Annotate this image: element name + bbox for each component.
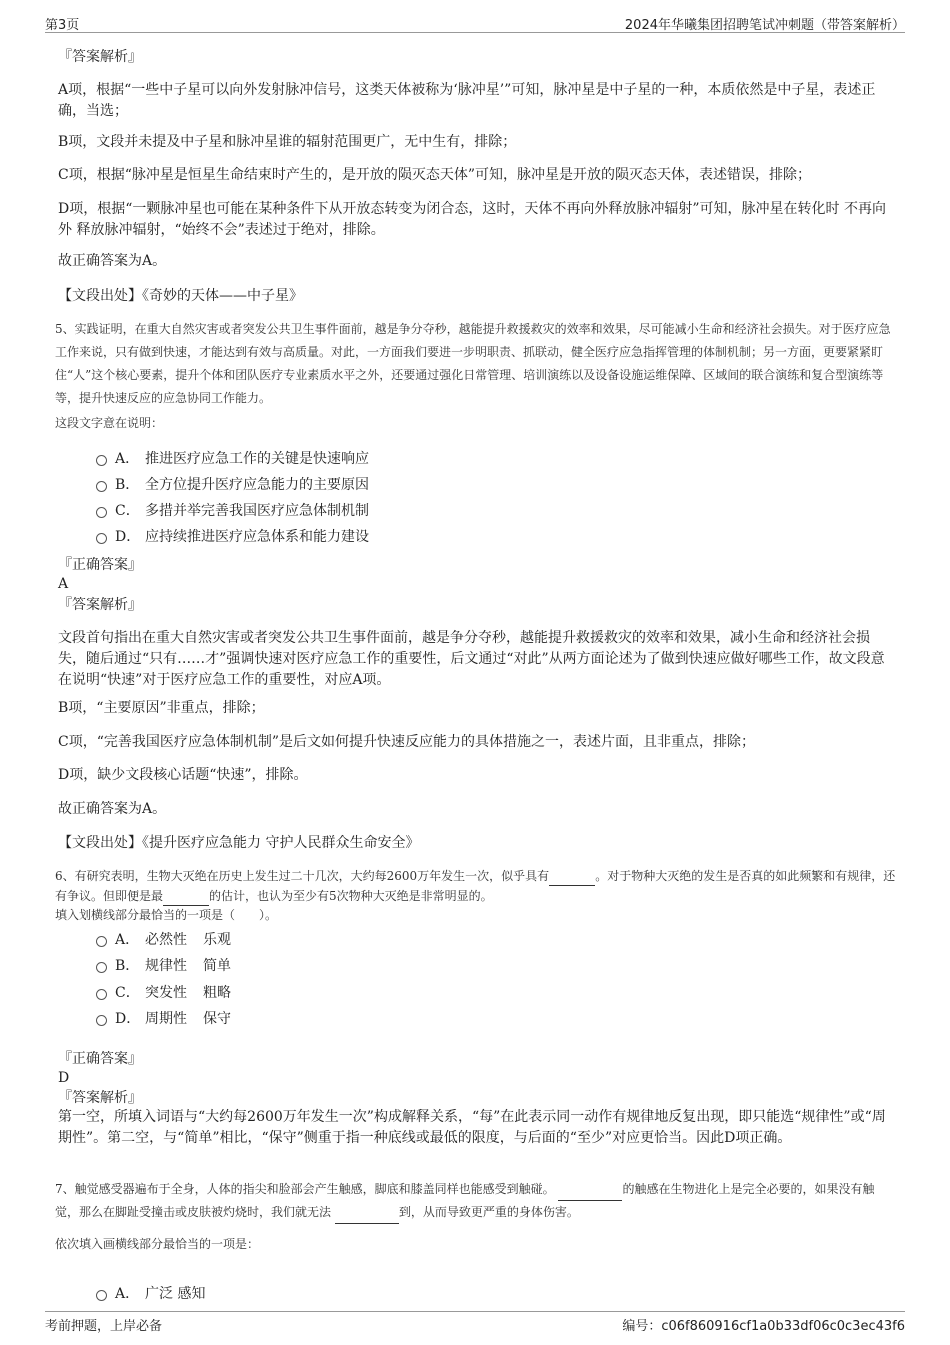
q5-analysis-c: C项，“完善我国医疗应急体制机制”是后文如何提升快速反应能力的具体措施之一，表述片面，且非重点，排除； bbox=[58, 734, 756, 750]
page-header bbox=[45, 14, 905, 33]
radio-icon[interactable] bbox=[96, 533, 107, 544]
q5-option-a[interactable]: A． 推进医疗应急工作的关键是快速响应 bbox=[96, 449, 369, 469]
q6-answer-label: 『正确答案』 bbox=[58, 1051, 142, 1067]
q7-blank-1 bbox=[558, 1188, 622, 1201]
radio-icon[interactable] bbox=[96, 989, 107, 1000]
radio-icon[interactable] bbox=[96, 455, 107, 466]
q4-source: 【文段出处】《奇妙的天体——中子星》 bbox=[58, 288, 303, 304]
q6-analysis-label: 『答案解析』 bbox=[58, 1090, 142, 1106]
q4-analysis-label: 『答案解析』 bbox=[58, 49, 142, 65]
radio-icon[interactable] bbox=[96, 962, 107, 973]
page-number: 第3页 bbox=[45, 18, 80, 33]
q6-blank-1 bbox=[549, 873, 595, 886]
q5-conclusion: 故正确答案为A。 bbox=[58, 801, 167, 817]
q4-analysis-c: C项，根据“脉冲星是恒星生命结束时产生的，是开放的陨灭态天体”可知，脉冲星是开放的陨灭态天体，表述错误，排除； bbox=[58, 167, 812, 183]
footer-slogan: 考前押题，上岸必备 bbox=[45, 1319, 163, 1334]
q6-option-a[interactable]: A． 必然性 乐观 bbox=[96, 930, 231, 950]
q5-analysis-d: D项，缺少文段核心话题“快速”，排除。 bbox=[58, 767, 308, 783]
radio-icon[interactable] bbox=[96, 1290, 107, 1301]
q6-analysis: 第一空，所填入词语与“大约每2600万年发生一次”构成解释关系，“每”在此表示同一动作有规律地反复出现，即只能选“规律性”或“周期性”。第二空，与“简单”相比，“保守”侧重于指一种底线或最低的限度，与后面的“至少”对应更恰当。因此D项正确。 bbox=[58, 1109, 886, 1146]
q4-analysis-b: B项，文段并未提及中子星和脉冲星谁的辐射范围更广，无中生有，排除； bbox=[58, 134, 517, 150]
document-code: 编号：c06f860916cf1a0b33df06c0c3ec43f6 bbox=[622, 1319, 905, 1334]
radio-icon[interactable] bbox=[96, 936, 107, 947]
q5-prompt: 这段文字意在说明： bbox=[55, 416, 164, 430]
q5-analysis-label: 『答案解析』 bbox=[58, 597, 142, 613]
q6-stem: 6、有研究表明，生物大灭绝在历史上发生过二十几次，大约每2600万年发生一次，似乎具有 。对于物种大灭绝的发生是否真的如此频繁和有规律，还有争议。但即便是最 的估计，也认为至少有5次物种大灭绝是非常明显的。 bbox=[55, 866, 897, 906]
q6-prompt: 填入划横线部分最恰当的一项是（ ）。 bbox=[55, 908, 278, 922]
q4-analysis-a: A项，根据“一些中子星可以向外发射脉冲信号，这类天体被称为‘脉冲星’”可知，脉冲星是中子星的一种，本质依然是中子星，表述正确，当选； bbox=[58, 82, 876, 119]
q5-analysis: 文段首句指出在重大自然灾害或者突发公共卫生事件面前，越是争分夺秒，越能提升救援救灾的效率和效果，减小生命和经济社会损失，随后通过“只有……才”强调快速对医疗应急工作的重要性，后文通过“对此”从两方面论述为了做到快速应做好哪些工作，故文段意在说明“快速”对于医疗应急工作的重要性，对应A项。 bbox=[58, 630, 885, 688]
q6-answer: D bbox=[58, 1070, 70, 1086]
q5-analysis-b: B项，“主要原因”非重点，排除； bbox=[58, 700, 265, 716]
q7-stem: 7、触觉感受器遍布于全身，人体的指尖和脸部会产生触感，脚底和膝盖同样也能感受到触碰。 的触感在生物进化上是完全必要的，如果没有触觉，那么在脚趾受撞击或皮肤被灼烧时，我们就无法 到，从而导致更严重的身体伤害。 bbox=[55, 1178, 897, 1224]
radio-icon[interactable] bbox=[96, 507, 107, 518]
q5-stem: 5、实践证明，在重大自然灾害或者突发公共卫生事件面前，越是争分夺秒，越能提升救援救灾的效率和效果，尽可能减小生命和经济社会损失。对于医疗应急工作来说，只有做到快速，才能达到有效与高质量。对此，一方面我们要进一步明职责、抓联动，健全医疗应急指挥管理的体制机制；另一方面，更要紧紧盯住“人”这个核心要素，提升个体和团队医疗专业素质水平之外，还要通过强化日常管理、培训演练以及设备设施运维保障、区域间的联合演练和复合型演练等等，提升快速反应的应急协同工作能力。 bbox=[55, 322, 891, 405]
radio-icon[interactable] bbox=[96, 481, 107, 492]
q6-option-b[interactable]: B． 规律性 简单 bbox=[96, 956, 231, 976]
document-title: 2024年华曦集团招聘笔试冲刺题（带答案解析） bbox=[624, 18, 905, 33]
q6-option-d[interactable]: D． 周期性 保守 bbox=[96, 1009, 231, 1029]
radio-icon[interactable] bbox=[96, 1015, 107, 1026]
q7-prompt: 依次填入画横线部分最恰当的一项是： bbox=[55, 1237, 260, 1251]
q5-source: 【文段出处】《提升医疗应急能力 守护人民群众生命安全》 bbox=[58, 835, 420, 851]
q4-analysis-d: D项，根据“一颗脉冲星也可能在某种条件下从开放态转变为闭合态，这时，天体不再向外释放脉冲辐射”可知，脉冲星在转化时 不再向外 释放脉冲辐射，“始终不会”表述过于绝对，排除。 bbox=[58, 201, 886, 238]
q6-option-c[interactable]: C． 突发性 粗略 bbox=[96, 983, 231, 1003]
q5-option-c[interactable]: C． 多措并举完善我国医疗应急体制机制 bbox=[96, 501, 369, 521]
q7-option-a[interactable]: A． 广泛 感知 bbox=[96, 1284, 205, 1304]
q5-answer-label: 『正确答案』 bbox=[58, 557, 142, 573]
q7-blank-2 bbox=[335, 1211, 399, 1224]
page-footer bbox=[45, 1311, 905, 1334]
q5-option-d[interactable]: D． 应持续推进医疗应急体系和能力建设 bbox=[96, 527, 369, 547]
q5-option-b[interactable]: B． 全方位提升医疗应急能力的主要原因 bbox=[96, 475, 369, 495]
q5-answer: A bbox=[58, 576, 69, 592]
q4-conclusion: 故正确答案为A。 bbox=[58, 253, 167, 269]
